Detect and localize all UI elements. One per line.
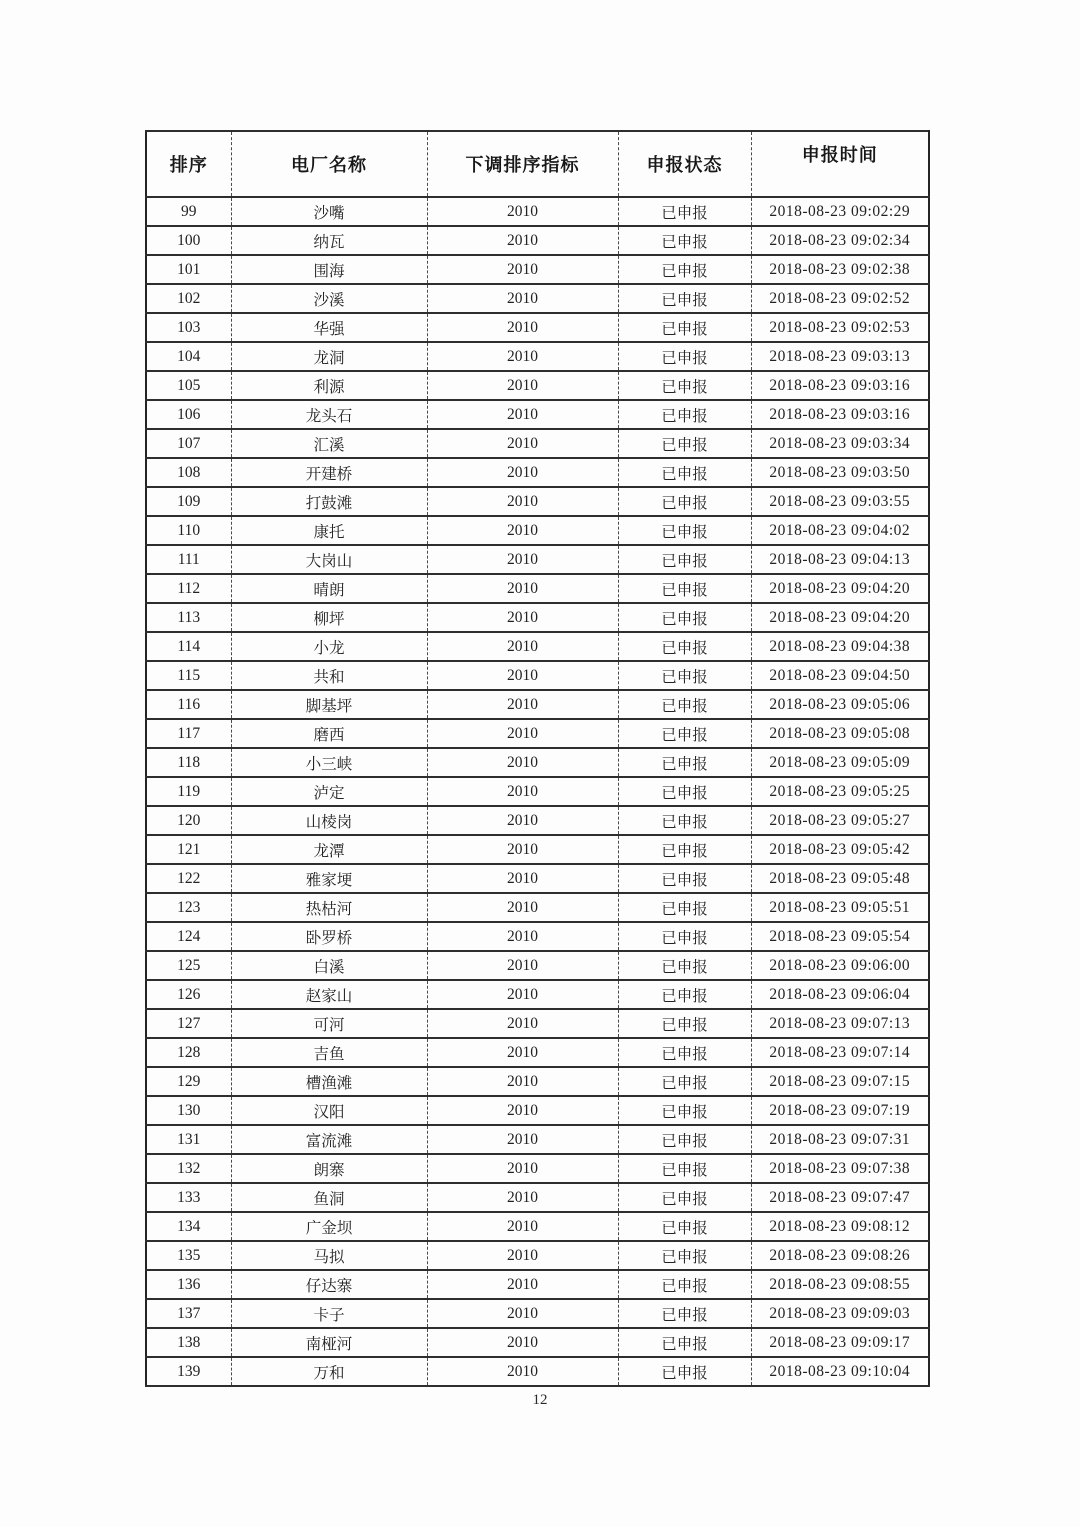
cell-time: 2018-08-23 09:02:34 [751,226,929,255]
table-row [146,922,929,951]
cell-status: 已申报 [618,777,751,806]
cell-time: 2018-08-23 09:03:13 [751,342,929,371]
cell-time: 2018-08-23 09:05:54 [751,922,929,951]
cell-plant-name: 利源 [231,371,427,400]
cell-indicator: 2010 [427,255,618,284]
cell-plant-name: 沙溪 [231,284,427,313]
cell-rank: 124 [146,922,231,951]
table-row [146,806,929,835]
table-row [146,951,929,980]
cell-indicator: 2010 [427,1299,618,1328]
cell-status: 已申报 [618,1212,751,1241]
cell-plant-name: 卡子 [231,1299,427,1328]
cell-plant-name: 雅家埂 [231,864,427,893]
cell-plant-name: 卧罗桥 [231,922,427,951]
cell-rank: 133 [146,1183,231,1212]
cell-status: 已申报 [618,400,751,429]
table-row [146,1299,929,1328]
cell-plant-name: 龙洞 [231,342,427,371]
cell-plant-name: 汉阳 [231,1096,427,1125]
cell-status: 已申报 [618,458,751,487]
cell-rank: 108 [146,458,231,487]
cell-status: 已申报 [618,835,751,864]
cell-status: 已申报 [618,1299,751,1328]
cell-time: 2018-08-23 09:02:29 [751,197,929,226]
cell-status: 已申报 [618,1067,751,1096]
table-row [146,545,929,574]
table-row [146,371,929,400]
cell-plant-name: 鱼洞 [231,1183,427,1212]
cell-rank: 135 [146,1241,231,1270]
cell-status: 已申报 [618,342,751,371]
cell-indicator: 2010 [427,1183,618,1212]
cell-status: 已申报 [618,806,751,835]
cell-status: 已申报 [618,1009,751,1038]
cell-time: 2018-08-23 09:04:13 [751,545,929,574]
cell-rank: 114 [146,632,231,661]
cell-indicator: 2010 [427,284,618,313]
table-row [146,1067,929,1096]
cell-indicator: 2010 [427,1009,618,1038]
cell-rank: 130 [146,1096,231,1125]
cell-indicator: 2010 [427,777,618,806]
table-row [146,400,929,429]
cell-indicator: 2010 [427,951,618,980]
cell-status: 已申报 [618,1183,751,1212]
table-row [146,487,929,516]
table-row [146,980,929,1009]
cell-status: 已申报 [618,284,751,313]
table-row [146,1270,929,1299]
table-row [146,197,929,226]
cell-plant-name: 开建桥 [231,458,427,487]
cell-plant-name: 马拟 [231,1241,427,1270]
cell-status: 已申报 [618,1125,751,1154]
cell-plant-name: 柳坪 [231,603,427,632]
cell-rank: 134 [146,1212,231,1241]
cell-rank: 101 [146,255,231,284]
cell-time: 2018-08-23 09:06:04 [751,980,929,1009]
cell-plant-name: 山棱岗 [231,806,427,835]
column-header-time: 申报时间 [751,131,929,197]
cell-rank: 107 [146,429,231,458]
cell-rank: 111 [146,545,231,574]
cell-plant-name: 共和 [231,661,427,690]
cell-time: 2018-08-23 09:09:17 [751,1328,929,1357]
table-row [146,893,929,922]
cell-status: 已申报 [618,922,751,951]
cell-rank: 118 [146,748,231,777]
cell-plant-name: 广金坝 [231,1212,427,1241]
cell-plant-name: 仔达寨 [231,1270,427,1299]
table-row [146,748,929,777]
table-body [146,197,929,1386]
table-row [146,516,929,545]
cell-indicator: 2010 [427,371,618,400]
table-row [146,690,929,719]
table-row [146,1241,929,1270]
table-row [146,1328,929,1357]
cell-indicator: 2010 [427,603,618,632]
cell-time: 2018-08-23 09:03:50 [751,458,929,487]
cell-time: 2018-08-23 09:04:20 [751,574,929,603]
cell-rank: 117 [146,719,231,748]
cell-status: 已申报 [618,516,751,545]
cell-rank: 110 [146,516,231,545]
table-row [146,1009,929,1038]
cell-indicator: 2010 [427,922,618,951]
cell-status: 已申报 [618,1357,751,1386]
cell-plant-name: 小龙 [231,632,427,661]
cell-indicator: 2010 [427,197,618,226]
table-row [146,342,929,371]
cell-time: 2018-08-23 09:05:08 [751,719,929,748]
cell-time: 2018-08-23 09:04:50 [751,661,929,690]
cell-plant-name: 槽渔滩 [231,1067,427,1096]
cell-time: 2018-08-23 09:05:25 [751,777,929,806]
cell-plant-name: 小三峡 [231,748,427,777]
table-row [146,313,929,342]
cell-indicator: 2010 [427,1038,618,1067]
cell-status: 已申报 [618,1328,751,1357]
table-row [146,864,929,893]
cell-status: 已申报 [618,951,751,980]
cell-status: 已申报 [618,1241,751,1270]
cell-plant-name: 龙潭 [231,835,427,864]
cell-time: 2018-08-23 09:07:14 [751,1038,929,1067]
cell-time: 2018-08-23 09:03:16 [751,371,929,400]
cell-plant-name: 可河 [231,1009,427,1038]
table-row [146,1357,929,1386]
cell-time: 2018-08-23 09:08:12 [751,1212,929,1241]
cell-rank: 137 [146,1299,231,1328]
table-row [146,226,929,255]
cell-status: 已申报 [618,574,751,603]
cell-status: 已申报 [618,371,751,400]
cell-indicator: 2010 [427,632,618,661]
cell-plant-name: 晴朗 [231,574,427,603]
cell-time: 2018-08-23 09:07:38 [751,1154,929,1183]
cell-plant-name: 泸定 [231,777,427,806]
cell-rank: 121 [146,835,231,864]
cell-time: 2018-08-23 09:05:42 [751,835,929,864]
cell-time: 2018-08-23 09:05:51 [751,893,929,922]
cell-rank: 132 [146,1154,231,1183]
cell-indicator: 2010 [427,545,618,574]
cell-status: 已申报 [618,661,751,690]
cell-rank: 123 [146,893,231,922]
cell-indicator: 2010 [427,661,618,690]
table-row [146,719,929,748]
cell-status: 已申报 [618,893,751,922]
cell-status: 已申报 [618,719,751,748]
cell-status: 已申报 [618,690,751,719]
cell-indicator: 2010 [427,748,618,777]
table-row [146,1154,929,1183]
cell-time: 2018-08-23 09:09:03 [751,1299,929,1328]
cell-rank: 139 [146,1357,231,1386]
cell-rank: 103 [146,313,231,342]
table-row [146,1183,929,1212]
cell-rank: 105 [146,371,231,400]
cell-indicator: 2010 [427,1328,618,1357]
cell-time: 2018-08-23 09:05:27 [751,806,929,835]
cell-status: 已申报 [618,748,751,777]
cell-rank: 122 [146,864,231,893]
table-row [146,574,929,603]
cell-time: 2018-08-23 09:04:38 [751,632,929,661]
cell-time: 2018-08-23 09:07:19 [751,1096,929,1125]
cell-plant-name: 南桠河 [231,1328,427,1357]
cell-plant-name: 磨西 [231,719,427,748]
cell-indicator: 2010 [427,429,618,458]
cell-time: 2018-08-23 09:07:47 [751,1183,929,1212]
cell-status: 已申报 [618,1038,751,1067]
cell-rank: 113 [146,603,231,632]
cell-time: 2018-08-23 09:02:38 [751,255,929,284]
cell-indicator: 2010 [427,458,618,487]
cell-indicator: 2010 [427,226,618,255]
cell-plant-name: 万和 [231,1357,427,1386]
cell-rank: 104 [146,342,231,371]
column-header-indicator: 下调排序指标 [427,131,618,197]
cell-plant-name: 赵家山 [231,980,427,1009]
column-header-rank: 排序 [146,131,231,197]
cell-indicator: 2010 [427,1067,618,1096]
cell-time: 2018-08-23 09:07:13 [751,1009,929,1038]
cell-indicator: 2010 [427,313,618,342]
cell-status: 已申报 [618,313,751,342]
cell-rank: 138 [146,1328,231,1357]
table-row [146,661,929,690]
cell-indicator: 2010 [427,980,618,1009]
cell-plant-name: 康托 [231,516,427,545]
cell-plant-name: 华强 [231,313,427,342]
cell-indicator: 2010 [427,719,618,748]
cell-status: 已申报 [618,1096,751,1125]
cell-time: 2018-08-23 09:06:00 [751,951,929,980]
cell-time: 2018-08-23 09:02:52 [751,284,929,313]
table-row [146,1038,929,1067]
cell-rank: 126 [146,980,231,1009]
cell-status: 已申报 [618,226,751,255]
cell-rank: 136 [146,1270,231,1299]
table-row [146,777,929,806]
cell-status: 已申报 [618,603,751,632]
cell-indicator: 2010 [427,1241,618,1270]
cell-status: 已申报 [618,545,751,574]
table-row [146,284,929,313]
cell-time: 2018-08-23 09:05:09 [751,748,929,777]
cell-time: 2018-08-23 09:03:55 [751,487,929,516]
cell-plant-name: 龙头石 [231,400,427,429]
cell-rank: 128 [146,1038,231,1067]
cell-plant-name: 围海 [231,255,427,284]
cell-plant-name: 打鼓滩 [231,487,427,516]
cell-indicator: 2010 [427,516,618,545]
cell-rank: 116 [146,690,231,719]
cell-plant-name: 富流滩 [231,1125,427,1154]
cell-rank: 112 [146,574,231,603]
cell-rank: 100 [146,226,231,255]
cell-time: 2018-08-23 09:02:53 [751,313,929,342]
cell-time: 2018-08-23 09:03:34 [751,429,929,458]
cell-status: 已申报 [618,980,751,1009]
cell-plant-name: 朗寨 [231,1154,427,1183]
cell-plant-name: 热枯河 [231,893,427,922]
cell-rank: 129 [146,1067,231,1096]
cell-rank: 99 [146,197,231,226]
cell-time: 2018-08-23 09:08:26 [751,1241,929,1270]
cell-time: 2018-08-23 09:07:15 [751,1067,929,1096]
table-row [146,429,929,458]
cell-status: 已申报 [618,255,751,284]
table-row [146,1212,929,1241]
cell-status: 已申报 [618,632,751,661]
cell-indicator: 2010 [427,690,618,719]
cell-rank: 120 [146,806,231,835]
page-number: 12 [532,1392,548,1408]
cell-time: 2018-08-23 09:05:48 [751,864,929,893]
cell-indicator: 2010 [427,574,618,603]
cell-indicator: 2010 [427,835,618,864]
column-header-status: 申报状态 [618,131,751,197]
cell-rank: 102 [146,284,231,313]
table-row [146,603,929,632]
cell-time: 2018-08-23 09:08:55 [751,1270,929,1299]
cell-indicator: 2010 [427,1212,618,1241]
cell-indicator: 2010 [427,487,618,516]
cell-indicator: 2010 [427,1096,618,1125]
cell-rank: 115 [146,661,231,690]
cell-indicator: 2010 [427,400,618,429]
table-row [146,1096,929,1125]
cell-status: 已申报 [618,1270,751,1299]
cell-time: 2018-08-23 09:03:16 [751,400,929,429]
declaration-table [145,130,930,1387]
column-header-plant-name: 电厂名称 [231,131,427,197]
table-row [146,255,929,284]
table-header-row [146,131,929,197]
cell-rank: 119 [146,777,231,806]
cell-status: 已申报 [618,487,751,516]
cell-indicator: 2010 [427,1125,618,1154]
cell-time: 2018-08-23 09:04:02 [751,516,929,545]
cell-plant-name: 白溪 [231,951,427,980]
table-row [146,1125,929,1154]
cell-plant-name: 脚基坪 [231,690,427,719]
cell-status: 已申报 [618,1154,751,1183]
cell-plant-name: 沙嘴 [231,197,427,226]
cell-indicator: 2010 [427,1270,618,1299]
cell-plant-name: 大岗山 [231,545,427,574]
cell-time: 2018-08-23 09:10:04 [751,1357,929,1386]
cell-indicator: 2010 [427,893,618,922]
cell-status: 已申报 [618,197,751,226]
cell-plant-name: 吉鱼 [231,1038,427,1067]
cell-plant-name: 纳瓦 [231,226,427,255]
table-row [146,632,929,661]
cell-indicator: 2010 [427,806,618,835]
table-row [146,835,929,864]
cell-rank: 131 [146,1125,231,1154]
cell-rank: 106 [146,400,231,429]
cell-time: 2018-08-23 09:05:06 [751,690,929,719]
cell-status: 已申报 [618,429,751,458]
cell-indicator: 2010 [427,342,618,371]
cell-status: 已申报 [618,864,751,893]
cell-plant-name: 汇溪 [231,429,427,458]
cell-time: 2018-08-23 09:04:20 [751,603,929,632]
cell-time: 2018-08-23 09:07:31 [751,1125,929,1154]
cell-indicator: 2010 [427,1357,618,1386]
cell-rank: 125 [146,951,231,980]
cell-indicator: 2010 [427,864,618,893]
table-row [146,458,929,487]
cell-rank: 109 [146,487,231,516]
cell-rank: 127 [146,1009,231,1038]
cell-indicator: 2010 [427,1154,618,1183]
